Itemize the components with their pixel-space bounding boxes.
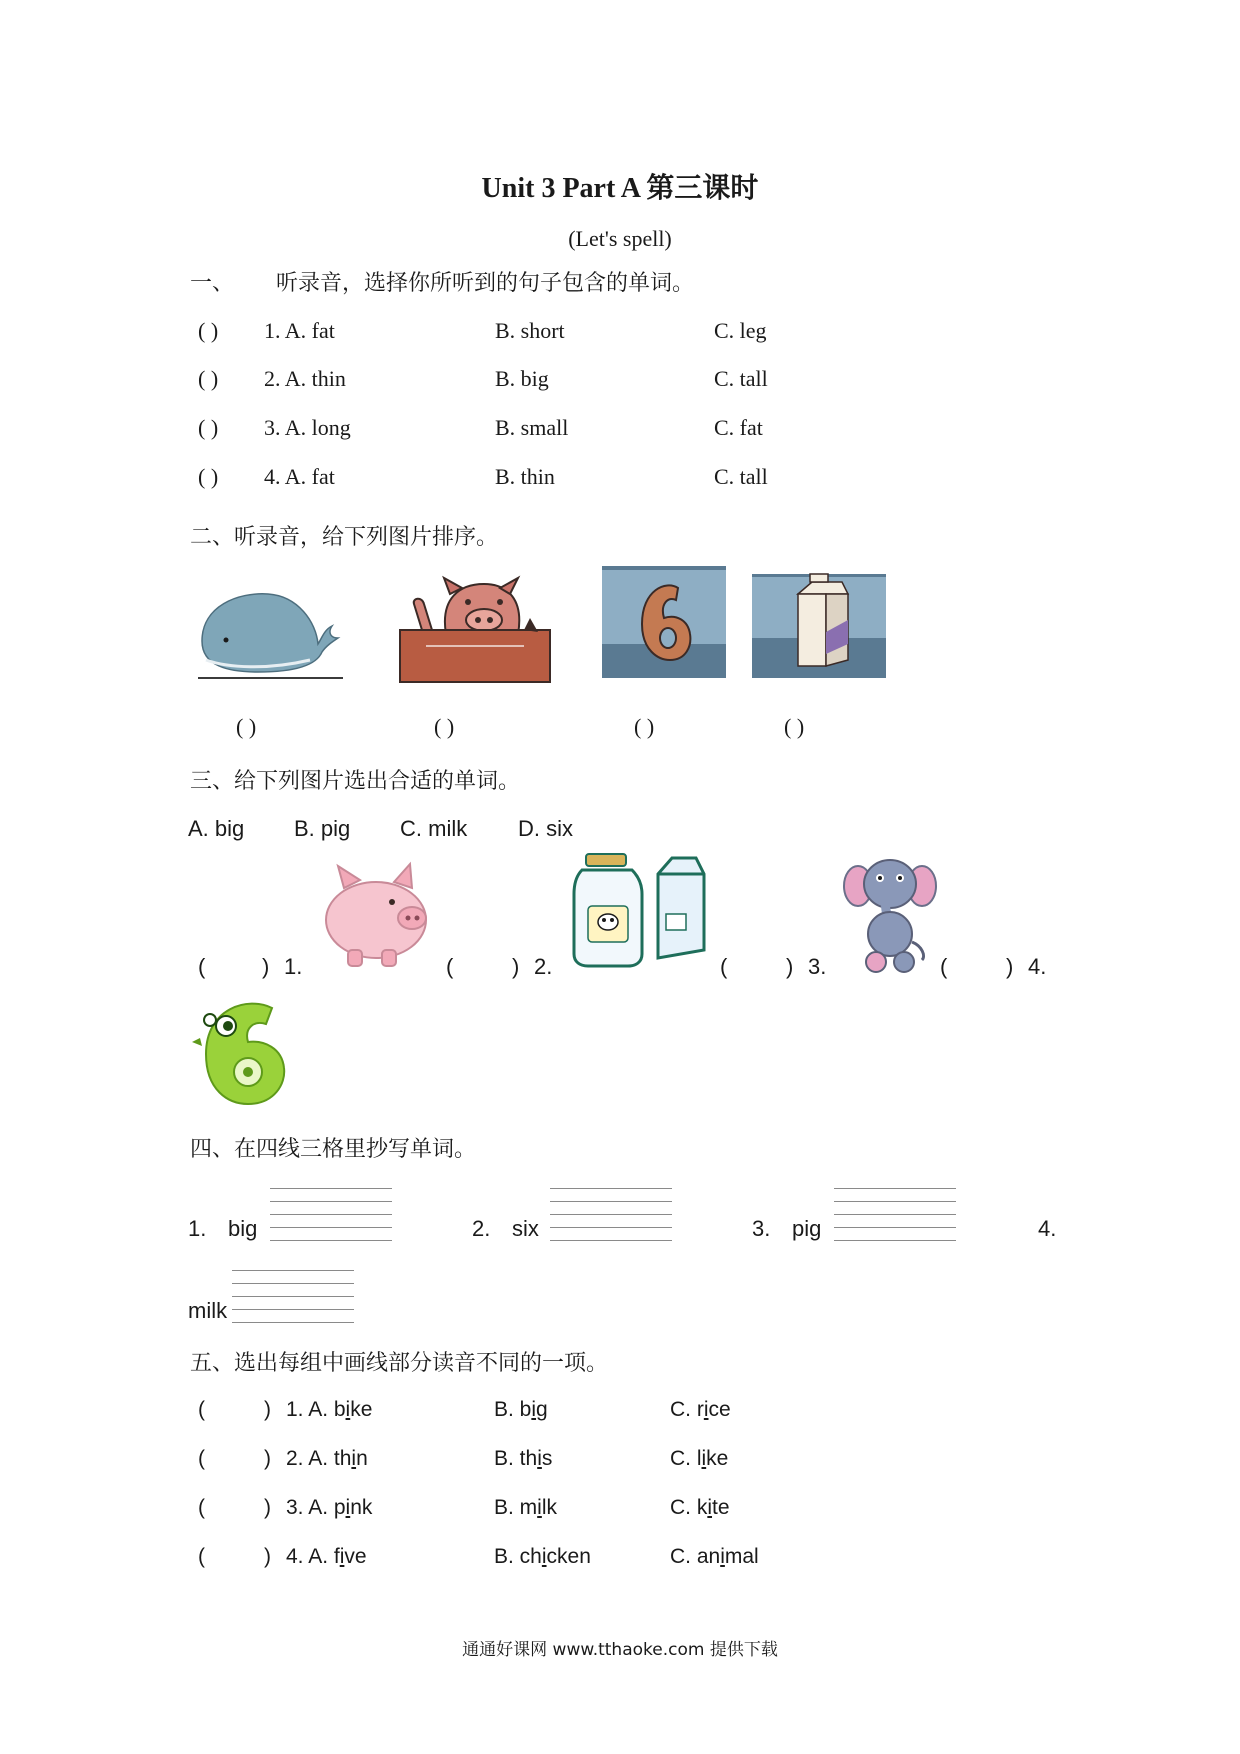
s1-option-b-3: B. small xyxy=(495,415,569,440)
section5-heading: 五、选出每组中画线部分读音不同的一项。 xyxy=(190,1351,609,1376)
s1-option-a-3: 3. A. long xyxy=(264,415,351,440)
s5-option-a-1: 1. A. bike xyxy=(286,1398,373,1421)
s4-num-2: 2. xyxy=(472,1216,491,1241)
s4-num-4: 4. xyxy=(1038,1216,1057,1241)
s4-word-1: big xyxy=(228,1216,258,1241)
s5-option-c-3: C. kite xyxy=(670,1496,730,1519)
s5-option-a-2: 2. A. thin xyxy=(286,1447,368,1470)
s5-option-b-1: B. big xyxy=(494,1398,548,1421)
s4-num-1: 1. xyxy=(188,1216,207,1241)
section2-heading: 二、听录音，给下列图片排序。 xyxy=(190,525,499,550)
s4-word-3: pig xyxy=(792,1216,822,1241)
cartoon-pig-picture xyxy=(318,858,438,970)
s1-paren-3[interactable]: ( ) xyxy=(198,415,219,440)
s1-option-b-1: B. short xyxy=(495,318,565,343)
s3-open-2[interactable]: ( xyxy=(446,954,454,979)
section4-heading: 四、在四线三格里抄写单词。 xyxy=(190,1137,477,1162)
s2-paren-2[interactable]: ( ) xyxy=(434,714,455,739)
s4-writing-lines-3[interactable] xyxy=(834,1188,956,1240)
section1-heading: 听录音，选择你所听到的句子包含的单词。 xyxy=(276,271,695,296)
s5-option-c-2: C. like xyxy=(670,1447,729,1470)
whale-picture xyxy=(198,586,343,682)
s4-writing-lines-1[interactable] xyxy=(270,1188,392,1240)
s1-option-c-3: C. fat xyxy=(714,415,763,440)
s4-num-3: 3. xyxy=(752,1216,771,1241)
s3-open-3[interactable]: ( xyxy=(720,954,728,979)
s5-open-2[interactable]: ( xyxy=(198,1447,205,1470)
s3-close-1: ) xyxy=(262,954,270,979)
s1-option-b-2: B. big xyxy=(495,366,549,391)
s5-option-b-4: B. chicken xyxy=(494,1545,591,1568)
s5-option-a-3: 3. A. pink xyxy=(286,1496,373,1519)
s5-option-c-1: C. rice xyxy=(670,1398,731,1421)
s3-close-4: ) xyxy=(1006,954,1014,979)
s3-close-3: ) xyxy=(786,954,794,979)
elephant-picture xyxy=(842,856,938,976)
s4-word-4: milk xyxy=(188,1298,228,1323)
s3-option-b: B. pig xyxy=(294,816,351,841)
s4-writing-lines-2[interactable] xyxy=(550,1188,672,1240)
s2-paren-3[interactable]: ( ) xyxy=(634,714,655,739)
s1-option-b-4: B. thin xyxy=(495,464,555,489)
s3-close-2: ) xyxy=(512,954,520,979)
six-picture xyxy=(602,566,726,678)
s1-option-c-1: C. leg xyxy=(714,318,767,343)
s3-option-a: A. big xyxy=(188,816,245,841)
section1-number: 一、 xyxy=(190,271,235,296)
s1-option-a-4: 4. A. fat xyxy=(264,464,335,489)
s3-option-c: C. milk xyxy=(400,816,468,841)
s5-option-a-4: 4. A. five xyxy=(286,1545,367,1568)
s5-close-1: ) xyxy=(264,1398,271,1421)
s3-num-1: 1. xyxy=(284,954,303,979)
s1-option-a-1: 1. A. fat xyxy=(264,318,335,343)
pig-picture xyxy=(400,578,552,684)
s1-option-c-2: C. tall xyxy=(714,366,768,391)
s5-close-4: ) xyxy=(264,1545,271,1568)
s4-writing-lines-4[interactable] xyxy=(232,1270,354,1322)
s3-num-2: 2. xyxy=(534,954,553,979)
s3-num-3: 3. xyxy=(808,954,827,979)
s5-open-1[interactable]: ( xyxy=(198,1398,205,1421)
s2-paren-4[interactable]: ( ) xyxy=(784,714,805,739)
green-six-picture xyxy=(192,998,292,1108)
s3-num-4: 4. xyxy=(1028,954,1047,979)
s3-open-4[interactable]: ( xyxy=(940,954,948,979)
s3-option-d: D. six xyxy=(518,816,573,841)
s5-close-3: ) xyxy=(264,1496,271,1519)
milk-picture xyxy=(752,574,886,678)
s1-option-a-2: 2. A. thin xyxy=(264,366,346,391)
page-title: Unit 3 Part A 第三课时 xyxy=(481,173,759,204)
s5-option-b-3: B. milk xyxy=(494,1496,558,1519)
s4-word-2: six xyxy=(512,1216,539,1241)
s5-option-b-2: B. this xyxy=(494,1447,553,1470)
page-footer: 通通好课网 www.tthaoke.com 提供下载 xyxy=(462,1640,778,1660)
page-subtitle: (Let's spell) xyxy=(568,226,672,251)
s5-open-4[interactable]: ( xyxy=(198,1545,205,1568)
s2-paren-1[interactable]: ( ) xyxy=(236,714,257,739)
s5-open-3[interactable]: ( xyxy=(198,1496,205,1519)
s3-open-1[interactable]: ( xyxy=(198,954,206,979)
s1-paren-4[interactable]: ( ) xyxy=(198,464,219,489)
s5-close-2: ) xyxy=(264,1447,271,1470)
s1-paren-2[interactable]: ( ) xyxy=(198,366,219,391)
s1-paren-1[interactable]: ( ) xyxy=(198,318,219,343)
s5-option-c-4: C. animal xyxy=(670,1545,759,1568)
s1-option-c-4: C. tall xyxy=(714,464,768,489)
section3-heading: 三、给下列图片选出合适的单词。 xyxy=(190,769,521,794)
cartoon-milk-picture xyxy=(572,854,708,970)
